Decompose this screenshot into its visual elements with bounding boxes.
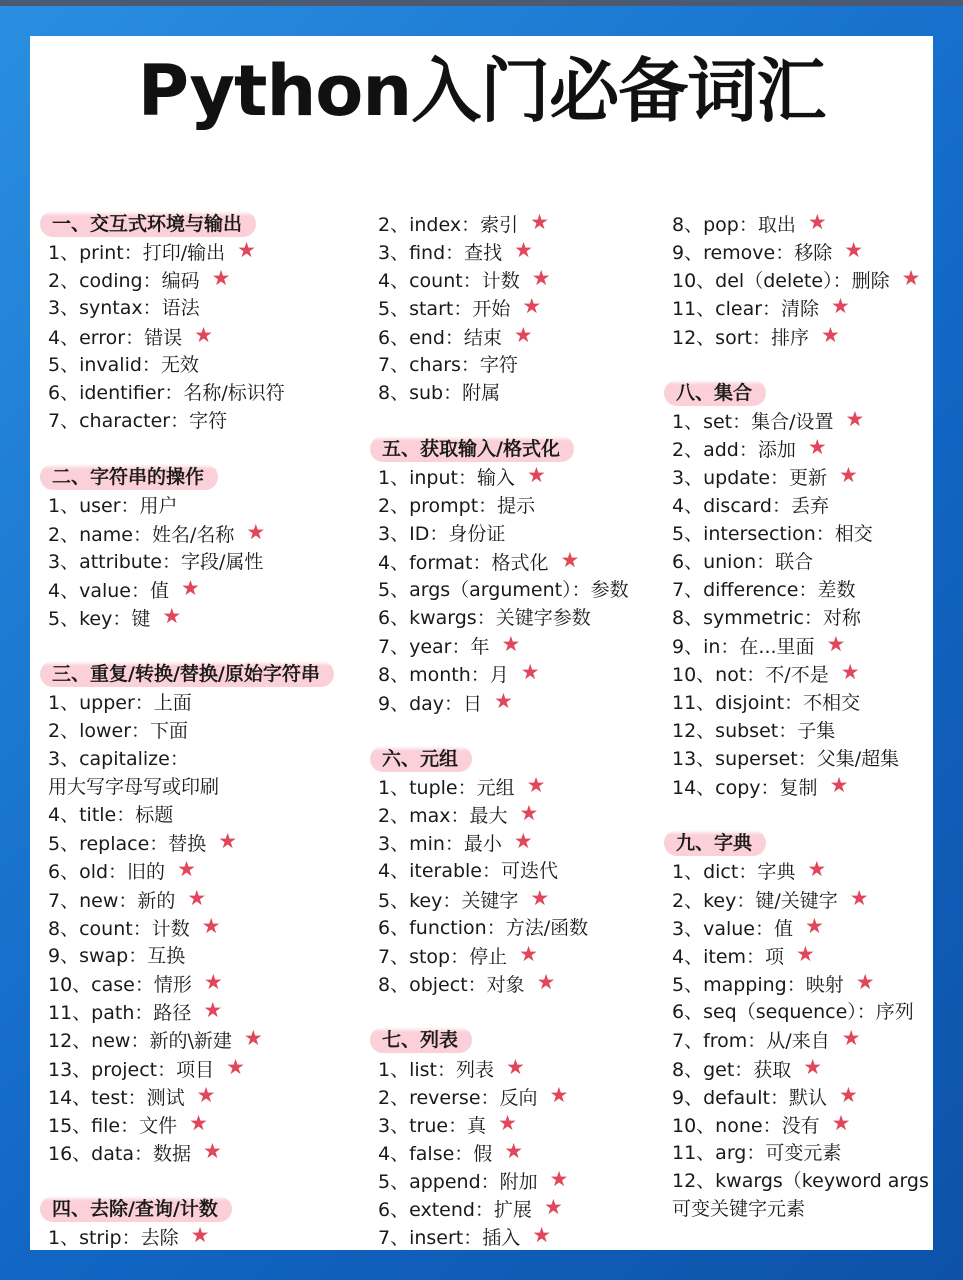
vocab-text: 7、difference：差数: [672, 578, 856, 601]
vocab-item: [672, 240, 863, 264]
vocab-text: 2、lower：下面: [48, 719, 189, 742]
vocab-text: 3、min：最小: [378, 833, 502, 856]
vocab-text: 2、index：索引: [378, 214, 519, 236]
vocab-item: [378, 465, 546, 489]
star-icon: ★: [189, 1110, 208, 1135]
vocab-item: [378, 1138, 524, 1165]
star-icon: ★: [826, 632, 846, 657]
vocab-item: [672, 322, 840, 349]
star-icon: ★: [519, 941, 538, 966]
star-icon: ★: [807, 435, 827, 460]
vocab-item: [48, 859, 196, 883]
vocab-item: [48, 296, 200, 320]
vocab-text: 9、default：默认: [672, 1086, 827, 1109]
star-icon: ★: [519, 801, 539, 826]
vocab-text: 1、dict：字典: [672, 861, 796, 884]
vocab-item: [48, 240, 256, 264]
star-icon: ★: [243, 1026, 263, 1051]
vocab-item: [672, 885, 869, 912]
star-icon: ★: [498, 1110, 517, 1135]
vocab-item: [378, 662, 540, 686]
vocab-item: [48, 831, 237, 855]
vocab-text: 2、key：键/关键字: [672, 889, 838, 912]
vocab-text: 3、capitalize：: [48, 747, 189, 770]
star-icon: ★: [237, 238, 256, 263]
star-icon: ★: [840, 660, 860, 685]
vocab-item: [48, 1028, 263, 1052]
vocab-text: 6、old：旧的: [48, 861, 166, 884]
vocab-text: 4、count：计数: [378, 270, 520, 293]
vocab-item: [672, 691, 860, 715]
vocab-text: 8、pop：取出: [672, 214, 796, 236]
star-icon: ★: [162, 604, 182, 629]
star-icon: ★: [226, 1054, 245, 1079]
section-heading: 九、字典: [664, 830, 766, 856]
vocab-item: [378, 1169, 568, 1193]
vocab-text: 4、false：假: [378, 1142, 493, 1165]
vocab-item: [48, 1110, 208, 1137]
vocab-text: 1、input：输入: [378, 467, 515, 490]
star-icon: ★: [839, 463, 858, 488]
vocab-item: [378, 972, 555, 996]
vocab-item: [48, 575, 200, 602]
vocab-text: 10、not：不/不是: [672, 664, 829, 687]
vocab-text: 4、title：标题: [48, 804, 174, 827]
vocab-item: [672, 268, 920, 292]
vocab-item: [48, 1000, 222, 1024]
vocab-text: 9、remove：移除: [672, 242, 833, 265]
vocab-item: [672, 522, 873, 546]
vocab-text: 13、project：项目: [48, 1058, 215, 1081]
vocab-text: 4、format：格式化: [378, 551, 549, 574]
vocab-text: 2、prompt：提示: [378, 494, 536, 517]
vocab-text: 16、data：数据: [48, 1142, 191, 1165]
vocab-text: 5、intersection：相交: [672, 522, 873, 545]
vocab-text: 3、update：更新: [672, 467, 828, 490]
vocab-item: [672, 1082, 858, 1109]
vocab-item: [672, 1197, 805, 1221]
vocab-text: 6、extend：扩展: [378, 1199, 532, 1222]
star-icon: ★: [526, 773, 546, 797]
vocab-item: [48, 913, 221, 940]
star-icon: ★: [820, 322, 840, 347]
vocab-text: 2、max：最大: [378, 805, 508, 828]
vocab-text: 9、in：在...里面: [672, 636, 815, 659]
star-icon: ★: [796, 941, 815, 966]
vocab-text: 2、reverse：反向: [378, 1086, 538, 1109]
vocab-text: 10、none：没有: [672, 1114, 820, 1137]
vocab-text: 3、find：查找: [378, 242, 503, 265]
vocab-text: 5、start：开始: [378, 298, 511, 321]
vocab-item: [48, 775, 219, 799]
star-icon: ★: [549, 1082, 569, 1107]
star-icon: ★: [844, 238, 864, 263]
vocab-item: [48, 519, 266, 546]
vocab-text: 1、user：用户: [48, 494, 178, 517]
star-icon: ★: [218, 829, 238, 854]
vocab-text: 7、stop：停止: [378, 945, 508, 968]
vocab-item: [378, 803, 538, 827]
vocab-item: [48, 606, 181, 630]
vocab-item: [672, 1000, 914, 1024]
star-icon: ★: [190, 1223, 210, 1248]
vocab-item: [672, 606, 861, 630]
vocab-item: [672, 719, 835, 743]
star-icon: ★: [838, 1082, 858, 1107]
vocab-text: 4、value：值: [48, 579, 169, 602]
vocab-item: [378, 1054, 525, 1081]
vocab-text: 2、name：姓名/名称: [48, 523, 235, 546]
section-heading: 三、重复/转换/替换/原始字符串: [40, 661, 334, 687]
vocab-item: [48, 1054, 245, 1081]
star-icon: ★: [807, 857, 827, 882]
vocab-item: [378, 547, 580, 574]
vocab-text: 5、append：附加: [378, 1171, 538, 1194]
vocab-text: 15、file：文件: [48, 1114, 178, 1137]
vocab-text: 10、del（delete）：删除: [672, 270, 890, 293]
vocab-text: 2、add：添加: [672, 439, 796, 462]
vocab-text: 7、chars：字符: [378, 353, 518, 376]
vocab-item: [48, 409, 227, 433]
vocab-item: [378, 212, 549, 236]
star-icon: ★: [513, 829, 533, 854]
vocab-item: [378, 1082, 569, 1109]
section-heading: 四、去除/查询/计数: [40, 1196, 232, 1222]
vocab-text: 9、day：日: [378, 692, 483, 715]
vocab-item: [378, 353, 518, 377]
vocab-text: 6、kwargs：关键字参数: [378, 607, 591, 630]
vocab-item: [378, 775, 545, 799]
vocab-item: [672, 972, 875, 996]
vocab-item: [672, 1141, 841, 1165]
vocab-text: 7、insert：插入: [378, 1227, 521, 1250]
star-icon: ★: [560, 547, 580, 572]
vocab-item: [672, 747, 899, 771]
vocab-text: 12、kwargs（keyword args: [672, 1170, 929, 1193]
vocab-item: [672, 550, 813, 574]
vocab-item: [378, 1225, 551, 1249]
vocab-text: 6、seq（sequence）：序列: [672, 1001, 914, 1024]
star-icon: ★: [530, 885, 550, 910]
vocab-item: [48, 381, 285, 405]
vocab-text: 用大写字母写或印刷: [48, 776, 220, 798]
top-bar: [0, 0, 963, 6]
vocab-item: [672, 494, 829, 518]
vocab-text: 4、error：错误: [48, 326, 183, 349]
star-icon: ★: [543, 1195, 563, 1220]
vocab-item: [48, 1082, 216, 1109]
star-icon: ★: [504, 1138, 524, 1163]
star-icon: ★: [855, 970, 875, 995]
vocab-text: 1、set：集合/设置: [672, 411, 834, 434]
vocab-item: [48, 803, 173, 827]
vocab-text: 7、year：年: [378, 636, 490, 659]
star-icon: ★: [513, 322, 533, 347]
vocab-item: [378, 941, 538, 968]
vocab-item: [672, 578, 855, 602]
star-icon: ★: [901, 266, 921, 291]
star-icon: ★: [829, 773, 849, 797]
vocab-text: 4、discard：丢弃: [672, 494, 829, 517]
vocab-item: [48, 747, 189, 771]
vocab-text: 1、upper：上面: [48, 691, 192, 714]
vocab-item: [378, 885, 550, 912]
section-heading: 二、字符串的操作: [40, 464, 218, 490]
vocab-text: 1、strip：去除: [48, 1227, 179, 1250]
vocab-text: 5、key：关键字: [378, 889, 519, 912]
vocab-item: [378, 831, 533, 855]
vocab-item: [672, 1054, 823, 1081]
vocab-text: 3、syntax：语法: [48, 297, 200, 320]
vocab-text: 8、get：获取: [672, 1058, 792, 1081]
star-icon: ★: [805, 913, 824, 938]
vocab-text: 2、coding：编码: [48, 270, 200, 293]
vocab-text: 1、print：打印/输出: [48, 242, 226, 265]
vocab-item: [672, 662, 860, 686]
vocab-item: [378, 322, 533, 349]
vocab-text: 4、iterable：可迭代: [378, 860, 558, 883]
vocab-item: [672, 941, 815, 968]
vocab-item: [378, 296, 541, 320]
star-icon: ★: [536, 970, 556, 995]
vocab-item: [48, 691, 192, 715]
section-heading: 一、交互式环境与输出: [40, 211, 256, 237]
vocab-text: 4、item：项: [672, 945, 785, 968]
star-icon: ★: [194, 322, 213, 347]
vocab-item: [48, 1138, 222, 1165]
vocab-item: [378, 916, 588, 940]
vocab-item: [672, 296, 850, 320]
vocab-text: 3、attribute：字段/属性: [48, 550, 264, 573]
vocab-text: 5、replace：替换: [48, 833, 207, 856]
vocab-item: [378, 1110, 517, 1137]
vocab-text: 3、ID：身份证: [378, 522, 506, 545]
vocab-text: 6、end：结束: [378, 326, 502, 349]
vocab-item: [378, 578, 629, 602]
star-icon: ★: [506, 1054, 525, 1079]
vocab-item: [672, 465, 858, 489]
star-icon: ★: [803, 1054, 823, 1079]
vocab-text: 3、value：值: [672, 917, 793, 940]
vocab-text: 11、arg：可变元素: [672, 1141, 842, 1164]
page-title: Python入门必备词汇: [137, 50, 826, 132]
vocab-item: [48, 719, 188, 743]
vocab-text: 12、subset：子集: [672, 719, 836, 742]
vocab-text: 14、test：测试: [48, 1086, 185, 1109]
star-icon: ★: [181, 575, 200, 600]
vocab-item: [672, 1110, 851, 1137]
star-icon: ★: [849, 885, 869, 910]
vocab-item: [672, 913, 824, 940]
vocab-item: [378, 522, 505, 546]
star-icon: ★: [526, 463, 546, 488]
vocab-text: 8、symmetric：对称: [672, 607, 861, 630]
vocab-item: [672, 775, 848, 799]
star-icon: ★: [246, 519, 266, 544]
vocab-item: [48, 268, 230, 292]
star-icon: ★: [531, 266, 551, 291]
star-icon: ★: [522, 294, 542, 319]
star-icon: ★: [532, 1223, 552, 1248]
star-icon: ★: [831, 294, 850, 319]
vocab-text: 14、copy：复制: [672, 777, 818, 799]
vocab-item: [672, 212, 827, 236]
star-icon: ★: [807, 210, 827, 234]
vocab-item: [48, 972, 223, 996]
vocab-item: [378, 381, 500, 405]
vocab-text: 10、case：情形: [48, 974, 192, 997]
vocab-item: [672, 1028, 861, 1052]
star-icon: ★: [203, 970, 223, 995]
vocab-item: [48, 322, 213, 349]
star-icon: ★: [196, 1082, 216, 1107]
section-heading: 六、元组: [370, 746, 472, 772]
vocab-text: 7、from：从/来自: [672, 1030, 830, 1053]
vocab-item: [378, 606, 591, 630]
vocab-text: 1、tuple：元组: [378, 777, 515, 799]
star-icon: ★: [841, 1026, 861, 1051]
vocab-item: [48, 353, 199, 377]
star-icon: ★: [520, 660, 540, 685]
vocab-text: 8、count：计数: [48, 917, 190, 940]
star-icon: ★: [845, 407, 865, 432]
star-icon: ★: [202, 1138, 222, 1163]
vocab-text: 11、path：路径: [48, 1002, 192, 1025]
vocab-text: 8、month：月: [378, 664, 509, 687]
star-icon: ★: [501, 632, 521, 657]
vocab-item: [48, 1225, 209, 1249]
vocab-text: 6、identifier：名称/标识符: [48, 381, 285, 404]
vocab-item: [672, 859, 826, 883]
vocab-text: 13、superset：父集/超集: [672, 747, 900, 770]
vocab-text: 3、true：真: [378, 1114, 487, 1137]
vocab-text: 12、sort：排序: [672, 326, 809, 349]
vocab-text: 1、list：列表: [378, 1058, 494, 1081]
star-icon: ★: [211, 266, 231, 291]
star-icon: ★: [831, 1110, 851, 1135]
vocab-text: 7、character：字符: [48, 410, 228, 433]
section-heading: 七、列表: [370, 1027, 472, 1053]
vocab-item: [378, 494, 535, 518]
vocab-text: 6、function：方法/函数: [378, 916, 589, 939]
vocab-text: 8、sub：附属: [378, 381, 501, 404]
vocab-item: [48, 550, 263, 574]
vocab-item: [48, 494, 178, 518]
star-icon: ★: [203, 998, 223, 1023]
vocab-item: [48, 944, 185, 968]
star-icon: ★: [201, 913, 221, 938]
vocab-text: 11、clear：清除: [672, 298, 820, 321]
section-heading: 五、获取输入/格式化: [370, 436, 574, 462]
star-icon: ★: [549, 1167, 569, 1192]
star-icon: ★: [530, 210, 549, 234]
vocab-item: [378, 1197, 563, 1221]
star-icon: ★: [494, 688, 513, 713]
vocab-item: [672, 409, 864, 433]
vocab-item: [378, 240, 533, 264]
star-icon: ★: [177, 857, 196, 882]
vocab-item: [672, 634, 845, 658]
vocab-item: [48, 885, 207, 912]
star-icon: ★: [187, 885, 207, 910]
section-heading: 八、集合: [664, 380, 766, 406]
vocab-text: 6、union：联合: [672, 550, 814, 573]
vocab-text: 5、args（argument）：参数: [378, 578, 629, 601]
vocab-text: 5、invalid：无效: [48, 353, 199, 376]
vocab-text: 5、key：键: [48, 608, 151, 631]
vocab-item: [378, 688, 513, 715]
vocab-text: 7、new：新的: [48, 889, 176, 912]
vocab-item: [378, 268, 551, 292]
vocab-text: 8、object：对象: [378, 974, 525, 997]
vocab-item: [378, 634, 520, 658]
vocab-item: [672, 1169, 929, 1193]
vocab-text: 12、new：新的\新建: [48, 1030, 232, 1053]
vocab-item: [672, 437, 827, 461]
vocab-text: 5、mapping：映射: [672, 974, 844, 997]
vocab-item: [378, 859, 558, 883]
vocab-text: 可变关键字元素: [672, 1198, 806, 1221]
vocab-text: 11、disjoint：不相交: [672, 691, 861, 714]
vocab-text: 9、swap：互换: [48, 944, 186, 967]
star-icon: ★: [514, 238, 533, 263]
